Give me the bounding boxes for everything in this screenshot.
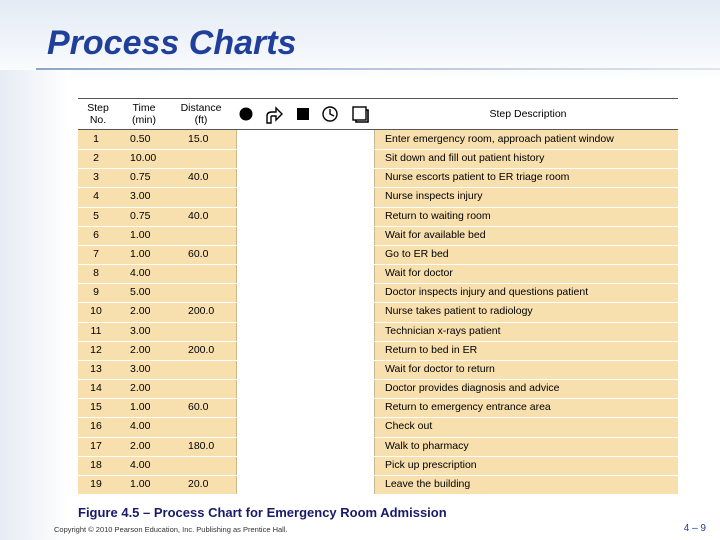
row-description: Enter emergency room, approach patient window — [385, 133, 614, 145]
transport-icon — [264, 104, 284, 124]
table-top-rule — [78, 98, 678, 99]
header-description: Step Description — [489, 108, 567, 120]
figure-caption: Figure 4.5 – Process Chart for Emergency Room Admission — [78, 505, 447, 520]
row-step: 5 — [93, 209, 99, 222]
row-time: 1.00 — [130, 228, 151, 241]
inspection-icon — [295, 106, 311, 122]
row-step: 10 — [90, 305, 102, 318]
process-chart-table — [78, 98, 678, 494]
row-distance: 15.0 — [188, 133, 209, 145]
table-row — [78, 302, 678, 321]
row-distance: 40.0 — [188, 209, 209, 222]
page-number: 4 – 9 — [683, 523, 706, 534]
row-step: 12 — [90, 343, 102, 356]
row-time: 1.00 — [130, 477, 151, 490]
header-distance-line2: (ft) — [194, 114, 208, 126]
header-time — [124, 102, 164, 126]
row-description: Return to bed in ER — [385, 343, 478, 356]
table-row — [78, 264, 678, 283]
row-time: 4.00 — [130, 420, 151, 433]
table-row — [78, 341, 678, 360]
row-description: Doctor provides diagnosis and advice — [385, 382, 560, 395]
row-step: 11 — [90, 324, 102, 337]
row-step: 17 — [90, 439, 102, 452]
row-time: 0.50 — [130, 133, 151, 145]
row-separator — [78, 187, 678, 188]
row-step: 15 — [90, 401, 102, 414]
row-separator — [78, 437, 678, 438]
row-time: 2.00 — [130, 343, 151, 356]
row-step: 19 — [90, 477, 102, 490]
row-step: 3 — [93, 171, 99, 184]
row-time: 5.00 — [130, 286, 151, 299]
header-time-line1: Time — [132, 102, 156, 114]
row-time: 4.00 — [130, 458, 151, 471]
row-step: 9 — [93, 286, 99, 299]
table-row — [78, 360, 678, 379]
header-step — [80, 102, 116, 126]
table-row — [78, 398, 678, 417]
row-separator — [78, 360, 678, 361]
row-time: 10.00 — [130, 152, 157, 165]
row-separator — [78, 207, 678, 208]
row-step: 6 — [93, 228, 99, 241]
table-row — [78, 187, 678, 206]
row-time: 2.00 — [130, 439, 151, 452]
row-distance: 60.0 — [188, 247, 209, 260]
table-row — [78, 207, 678, 226]
row-time: 0.75 — [130, 209, 151, 222]
row-description: Walk to pharmacy — [385, 439, 469, 452]
header-step-line2: No. — [89, 114, 107, 126]
row-separator — [78, 264, 678, 265]
row-separator — [78, 245, 678, 246]
storage-icon — [351, 105, 369, 123]
table-row — [78, 322, 678, 341]
table-row — [78, 168, 678, 187]
row-distance: 60.0 — [188, 401, 209, 414]
table-row — [78, 456, 678, 475]
table-row — [78, 475, 678, 494]
row-description: Doctor inspects injury and questions patient — [385, 286, 589, 299]
row-distance: 200.0 — [188, 305, 215, 318]
row-separator — [78, 398, 678, 399]
left-decor-band — [0, 70, 70, 540]
table-row — [78, 245, 678, 264]
header-distance-line1: Distance — [180, 102, 222, 114]
row-separator — [78, 417, 678, 418]
row-separator — [78, 226, 678, 227]
row-separator — [78, 168, 678, 169]
row-description: Check out — [385, 420, 433, 433]
row-distance: 20.0 — [188, 477, 209, 490]
row-step: 4 — [93, 190, 99, 203]
row-description: Go to ER bed — [385, 247, 449, 260]
table-row — [78, 130, 678, 149]
operation-icon — [238, 106, 254, 122]
row-step: 13 — [90, 362, 102, 375]
header-step-line1: Step — [87, 102, 109, 114]
row-time: 3.00 — [130, 362, 151, 375]
copyright-notice: Copyright © 2010 Pearson Education, Inc. Publishing as Prentice Hall. — [54, 525, 288, 534]
row-time: 1.00 — [130, 401, 151, 414]
row-time: 2.00 — [130, 305, 151, 318]
row-separator — [78, 456, 678, 457]
row-separator — [78, 475, 678, 476]
row-time: 4.00 — [130, 267, 151, 280]
table-row — [78, 149, 678, 168]
table-header — [78, 98, 678, 130]
row-time: 3.00 — [130, 190, 151, 203]
row-separator — [78, 322, 678, 323]
row-description: Return to emergency entrance area — [385, 401, 551, 414]
delay-icon — [321, 105, 339, 123]
row-step: 2 — [93, 152, 99, 165]
row-distance: 200.0 — [188, 343, 215, 356]
row-step: 1 — [93, 133, 99, 145]
slide-title: Process Charts — [47, 24, 297, 62]
row-time: 2.00 — [130, 382, 151, 395]
row-time: 3.00 — [130, 324, 151, 337]
table-row — [78, 437, 678, 456]
table-row — [78, 226, 678, 245]
row-description: Nurse takes patient to radiology — [385, 305, 533, 318]
row-description: Wait for available bed — [385, 228, 486, 241]
row-time: 0.75 — [130, 171, 151, 184]
header-time-line2: (min) — [132, 114, 156, 126]
row-separator — [78, 341, 678, 342]
row-description: Technician x-rays patient — [385, 324, 501, 337]
row-step: 7 — [93, 247, 99, 260]
row-separator — [78, 379, 678, 380]
row-step: 14 — [90, 382, 102, 395]
row-description: Sit down and fill out patient history — [385, 152, 545, 165]
row-description: Leave the building — [385, 477, 471, 490]
row-time: 1.00 — [130, 247, 151, 260]
title-divider — [36, 68, 720, 70]
row-distance: 180.0 — [188, 439, 215, 452]
row-description: Pick up prescription — [385, 458, 477, 471]
table-row — [78, 379, 678, 398]
row-distance: 40.0 — [188, 171, 209, 184]
row-description: Nurse escorts patient to ER triage room — [385, 171, 570, 184]
header-distance — [172, 102, 230, 126]
row-description: Wait for doctor — [385, 267, 453, 280]
row-description: Nurse inspects injury — [385, 190, 483, 203]
row-step: 16 — [90, 420, 102, 433]
row-step: 8 — [93, 267, 99, 280]
row-step: 18 — [90, 458, 102, 471]
table-row — [78, 283, 678, 302]
row-separator — [78, 302, 678, 303]
row-separator — [78, 149, 678, 150]
row-description: Wait for doctor to return — [385, 362, 495, 375]
table-row — [78, 417, 678, 436]
row-description: Return to waiting room — [385, 209, 491, 222]
row-separator — [78, 283, 678, 284]
